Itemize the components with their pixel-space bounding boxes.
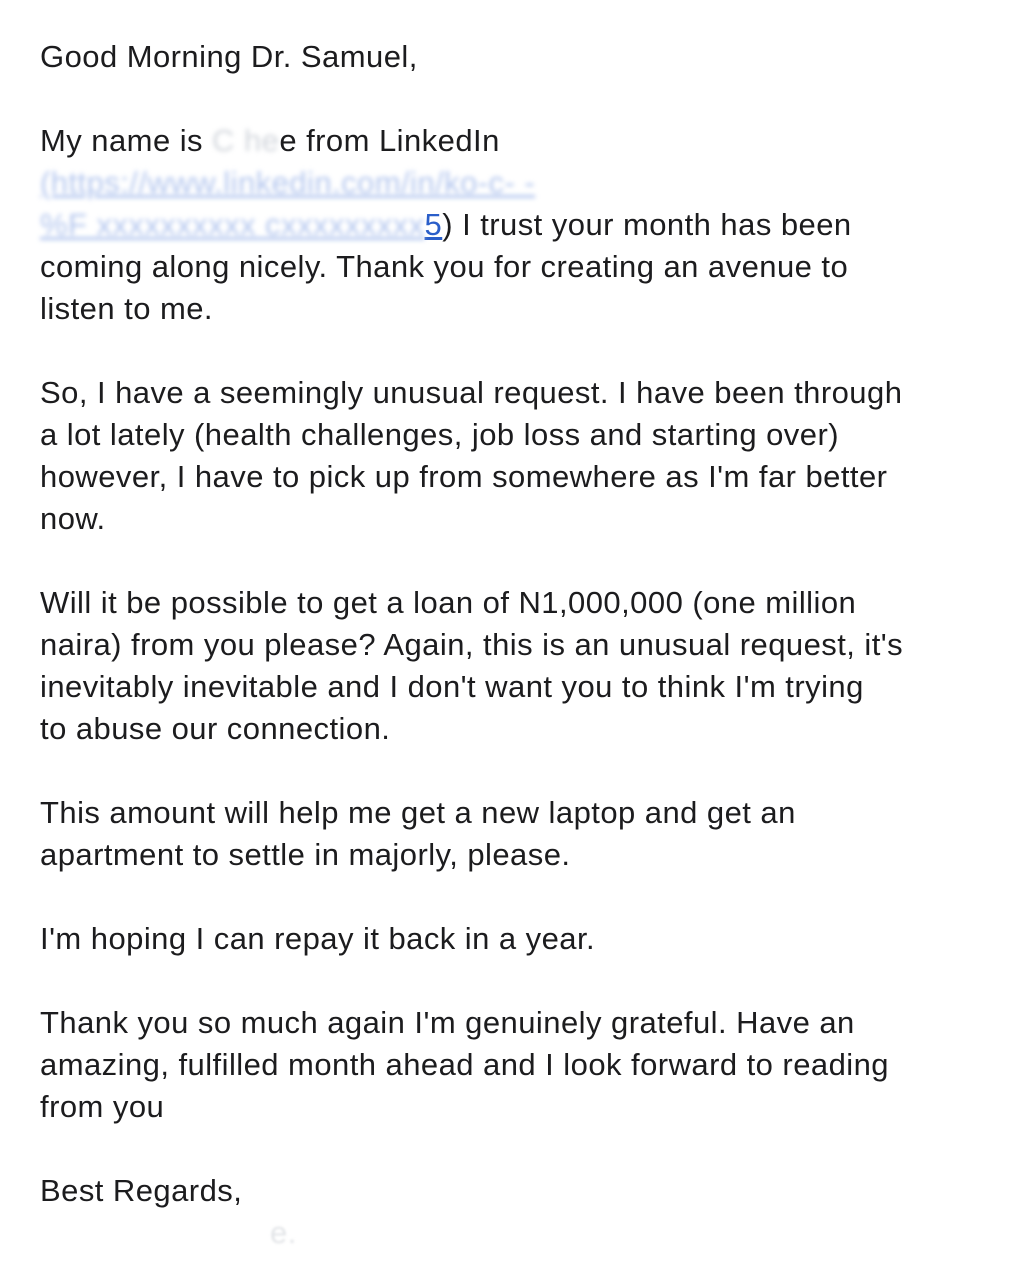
- intro-lead: My name is: [40, 123, 213, 158]
- paragraph-gap: [40, 1128, 990, 1170]
- paragraph-gap: [40, 750, 990, 792]
- intro-line-2: [40, 162, 990, 204]
- para6-line: Thank you so much again I'm genuinely grateful. Have an: [40, 1005, 855, 1040]
- para2-line: however, I have to pick up from somewhere as I'm far better: [40, 459, 888, 494]
- linkedin-url-tail[interactable]: 5: [424, 207, 443, 242]
- redacted-linkedin-url-part2[interactable]: %F xxxxxxxxxx cxxxxxxxxx: [40, 207, 425, 242]
- para2-line: So, I have a seemingly unusual request. I have been through: [40, 375, 903, 410]
- signature-line: [40, 1212, 990, 1254]
- paragraph-gap: [40, 540, 990, 582]
- redacted-name: C he: [212, 123, 280, 158]
- greeting: Good Morning Dr. Samuel,: [40, 39, 418, 74]
- intro-line-4: coming along nicely. Thank you for creating an avenue to: [40, 249, 849, 284]
- intro-after-url: ) I trust your month has been: [442, 207, 852, 242]
- para3-line: to abuse our connection.: [40, 711, 391, 746]
- redacted-linkedin-url[interactable]: (https://www.linkedin.com/in/ko-c- -: [40, 165, 536, 200]
- closing: Best Regards,: [40, 1173, 243, 1208]
- paragraph-gap: [40, 876, 990, 918]
- para3-line: naira) from you please? Again, this is an unusual request, it's: [40, 627, 904, 662]
- para2-line: a lot lately (health challenges, job loss and starting over): [40, 417, 839, 452]
- intro-line-1: [40, 120, 990, 162]
- para6-line: amazing, fulfilled month ahead and I look forward to reading: [40, 1047, 889, 1082]
- para2-line: now.: [40, 501, 106, 536]
- para5-line: I'm hoping I can repay it back in a year.: [40, 921, 596, 956]
- paragraph-gap: [40, 330, 990, 372]
- para6-line: from you: [40, 1089, 165, 1124]
- paragraph-gap: [40, 960, 990, 1002]
- intro-line-3: [40, 204, 990, 246]
- para3-line: inevitably inevitable and I don't want you to think I'm trying: [40, 669, 864, 704]
- para4-line: apartment to settle in majorly, please.: [40, 837, 571, 872]
- para4-line: This amount will help me get a new laptop and get an: [40, 795, 796, 830]
- paragraph-gap: [40, 78, 990, 120]
- para3-line: Will it be possible to get a loan of N1,000,000 (one million: [40, 585, 857, 620]
- signature-redacted: e.: [270, 1215, 297, 1250]
- email-body: [40, 36, 990, 1254]
- intro-after-name: e from LinkedIn: [279, 123, 500, 158]
- intro-line-5: listen to me.: [40, 291, 213, 326]
